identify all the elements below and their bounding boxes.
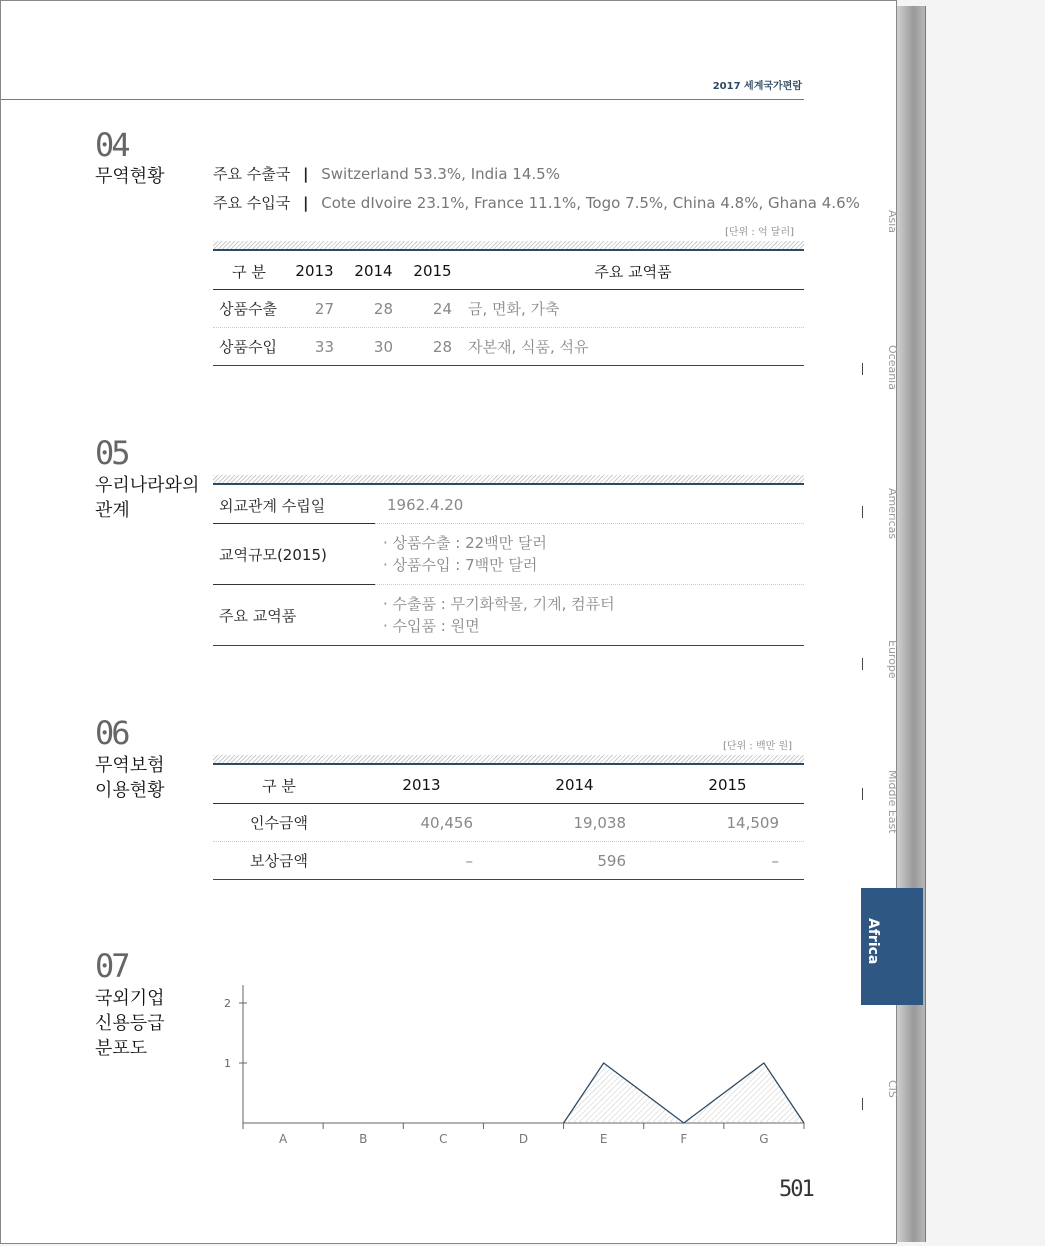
column-header: 2015 xyxy=(413,262,452,280)
row-label: 상품수출 xyxy=(213,290,285,328)
table-header-band xyxy=(213,755,804,765)
book-spine xyxy=(897,6,926,1242)
separator-bar: | xyxy=(303,165,309,183)
main-import-line xyxy=(213,192,860,213)
x-tick-label: F xyxy=(680,1132,688,1146)
table-header-row xyxy=(213,253,804,290)
header-rule xyxy=(1,99,804,100)
x-tick-label: A xyxy=(278,1132,288,1146)
row-label: 주요 교역품 xyxy=(213,585,375,646)
tab-marker xyxy=(862,658,863,670)
insurance-table xyxy=(213,767,804,880)
y-tick-label: 2 xyxy=(224,997,231,1010)
column-header: 2013 xyxy=(295,262,334,280)
table-header-band xyxy=(213,475,804,485)
column-header: 2014 xyxy=(354,262,393,280)
column-header: 구 분 xyxy=(232,262,266,281)
tab-americas[interactable]: Americas xyxy=(886,488,899,540)
cell: 금, 면화, 가축 xyxy=(462,290,804,328)
title-line: 분포도 xyxy=(95,1038,148,1059)
column-header: 구 분 xyxy=(262,776,296,795)
tab-oceania[interactable]: Oceania xyxy=(886,345,899,390)
cell: 자본재, 식품, 석유 xyxy=(462,328,804,366)
cell: 596 xyxy=(498,842,651,880)
separator-bar: | xyxy=(303,194,309,212)
table-row xyxy=(213,290,804,328)
x-tick-label: D xyxy=(518,1132,529,1146)
cell xyxy=(375,487,804,524)
cell: 27 xyxy=(285,290,344,328)
x-tick-label: B xyxy=(359,1132,368,1146)
column-header: 2015 xyxy=(708,776,747,794)
cell: – xyxy=(345,842,498,880)
section-number-07: 07 xyxy=(95,947,128,985)
table-header-row xyxy=(213,767,804,804)
tab-marker xyxy=(862,363,863,375)
title-line: 관계 xyxy=(95,500,130,521)
unit-label: [단위 : 억 달러] xyxy=(725,227,795,238)
cell: 14,509 xyxy=(651,804,804,842)
column-header: 주요 교역품 xyxy=(594,262,672,281)
cell: 33 xyxy=(285,328,344,366)
section-title-trade: 무역현황 xyxy=(95,166,165,187)
tab-asia[interactable]: Asia xyxy=(886,210,899,234)
cell: 28 xyxy=(344,290,403,328)
table-row xyxy=(213,585,804,646)
import-label: 주요 수입국 xyxy=(213,194,291,212)
x-tick-label: C xyxy=(439,1132,448,1146)
title-line: 우리나라와의 xyxy=(95,475,200,496)
row-label: 외교관계 수립일 xyxy=(213,487,375,524)
page-number: 501 xyxy=(779,1177,813,1202)
cell-line: · 수입품 : 원면 xyxy=(383,617,480,635)
table-header-band xyxy=(213,241,804,251)
tab-marker xyxy=(862,506,863,518)
cell: 19,038 xyxy=(498,804,651,842)
x-tick-label: E xyxy=(599,1132,608,1146)
tab-marker xyxy=(862,788,863,800)
section-number-06: 06 xyxy=(95,714,128,752)
tab-cis[interactable]: CIS xyxy=(886,1080,899,1098)
y-tick-label: 1 xyxy=(224,1057,231,1070)
cell xyxy=(375,585,804,646)
main-export-line xyxy=(213,163,560,184)
section-title-credit xyxy=(95,986,165,1061)
x-tick-label: G xyxy=(759,1132,769,1146)
section-number-04: 04 xyxy=(95,126,128,164)
table-row xyxy=(213,328,804,366)
cell: 30 xyxy=(344,328,403,366)
trade-table xyxy=(213,253,804,366)
row-label: 교역규모(2015) xyxy=(213,524,375,585)
section-title-insurance xyxy=(95,753,165,803)
row-label: 인수금액 xyxy=(213,804,345,842)
unit-label: [단위 : 백만 원] xyxy=(723,741,793,752)
table-row xyxy=(213,842,804,880)
relations-table xyxy=(213,487,804,646)
column-header: 2013 xyxy=(402,776,441,794)
area-fill xyxy=(564,1063,804,1123)
export-value: Switzerland 53.3%, India 14.5% xyxy=(321,165,560,183)
cell: 24 xyxy=(403,290,462,328)
tab-africa-active[interactable] xyxy=(861,888,923,1005)
title-line: 무역보험 xyxy=(95,755,165,776)
section-number-05: 05 xyxy=(95,434,128,472)
tab-marker xyxy=(862,1098,863,1110)
row-label: 상품수입 xyxy=(213,328,285,366)
export-label: 주요 수출국 xyxy=(213,165,291,183)
cell-line: 1962.4.20 xyxy=(387,496,464,514)
tab-label: Africa xyxy=(865,918,881,965)
title-line: 신용등급 xyxy=(95,1013,165,1034)
cell-line: · 상품수출 : 22백만 달러 xyxy=(383,534,547,552)
cell: 40,456 xyxy=(345,804,498,842)
title-line: 국외기업 xyxy=(95,988,165,1009)
tab-middle-east[interactable]: Middle East xyxy=(886,770,899,834)
section-title-relations xyxy=(95,473,199,523)
cell-line: · 상품수입 : 7백만 달러 xyxy=(383,556,538,574)
cell-line: · 수출품 : 무기화학물, 기계, 컴퓨터 xyxy=(383,595,615,613)
tab-europe[interactable]: Europe xyxy=(886,640,899,679)
running-header: 2017 세계국가편람 xyxy=(712,81,802,92)
cell: 28 xyxy=(403,328,462,366)
row-label: 보상금액 xyxy=(213,842,345,880)
import-value: Cote dIvoire 23.1%, France 11.1%, Togo 7.5%, China 4.8%, Ghana 4.6% xyxy=(321,194,860,212)
title-line: 이용현황 xyxy=(95,780,165,801)
cell xyxy=(375,524,804,585)
table-row xyxy=(213,487,804,524)
credit-rating-chart xyxy=(211,981,811,1151)
table-row xyxy=(213,804,804,842)
cell: – xyxy=(651,842,804,880)
column-header: 2014 xyxy=(555,776,594,794)
table-row xyxy=(213,524,804,585)
